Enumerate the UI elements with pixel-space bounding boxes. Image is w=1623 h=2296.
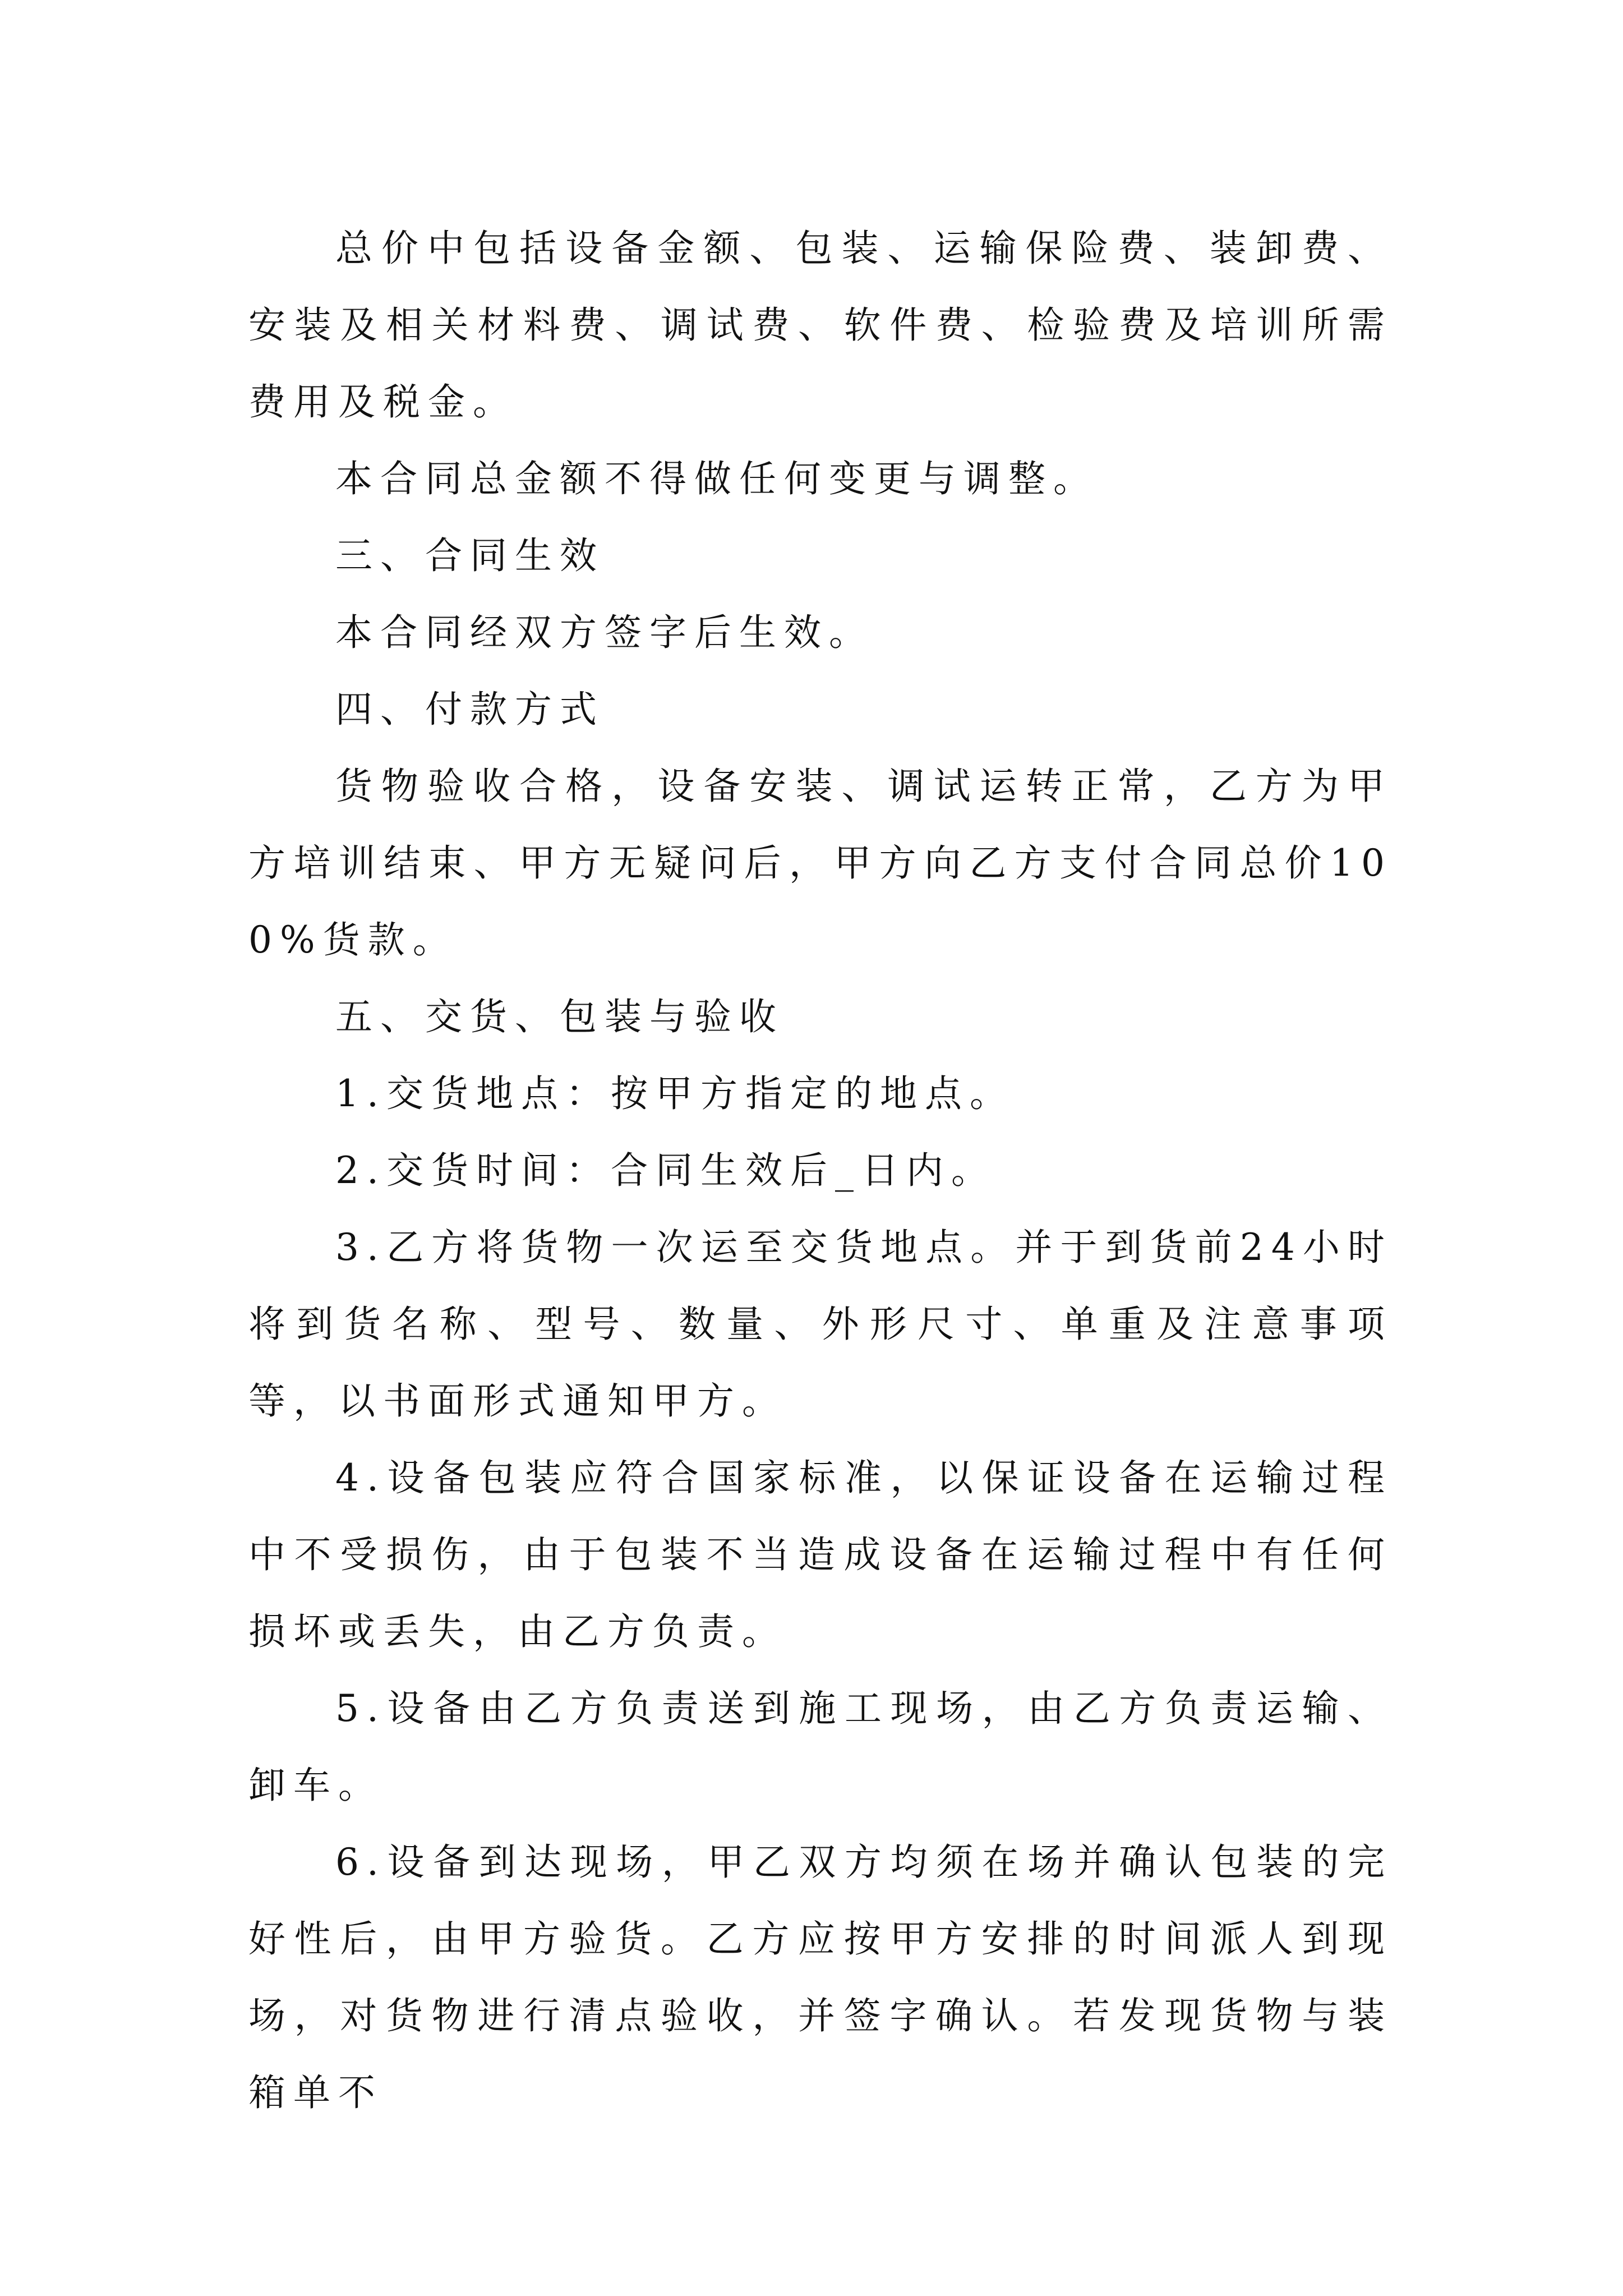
clause-delivery-notice: 3.乙方将货物一次运至交货地点。并于到货前24小时将到货名称、型号、数量、外形尺寸、单重及注意事项等，以书面形式通知甲方。 xyxy=(248,1226,1393,1423)
clause-delivery-time: 2.交货时间：合同生效后_日内。 xyxy=(335,1149,996,1192)
section-heading-contract-effect: 三、合同生效 xyxy=(335,534,605,577)
section-heading-delivery-packaging-acceptance: 五、交货、包装与验收 xyxy=(335,995,784,1038)
paragraph-total-price-scope: 总价中包括设备金额、包装、运输保险费、装卸费、安装及相关材料费、调试费、软件费、检验费及培训所需费用及税金。 xyxy=(248,227,1393,424)
paragraph-no-adjustment: 本合同总金额不得做任何变更与调整。 xyxy=(335,457,1098,500)
clause-packaging-standard: 4.设备包装应符合国家标准，以保证设备在运输过程中不受损伤，由于包装不当造成设备在运输过程中有任何损坏或丢失，由乙方负责。 xyxy=(248,1456,1393,1653)
paragraph-effective-on-signing: 本合同经双方签字后生效。 xyxy=(335,611,874,654)
section-heading-payment-method: 四、付款方式 xyxy=(335,688,605,731)
clause-transport-responsibility: 5.设备由乙方负责送到施工现场，由乙方负责运输、卸车。 xyxy=(248,1687,1393,1807)
document-body xyxy=(248,210,1393,2131)
clause-onsite-inspection: 6.设备到达现场，甲乙双方均须在场并确认包装的完好性后，由甲方验货。乙方应按甲方安排的时间派人到现场，对货物进行清点验收，并签字确认。若发现货物与装箱单不 xyxy=(248,1841,1393,2114)
clause-delivery-location: 1.交货地点：按甲方指定的地点。 xyxy=(335,1072,1015,1115)
paragraph-payment-terms: 货物验收合格，设备安装、调试运转正常，乙方为甲方培训结束、甲方无疑问后，甲方向乙方支付合同总价100%货款。 xyxy=(248,765,1393,961)
